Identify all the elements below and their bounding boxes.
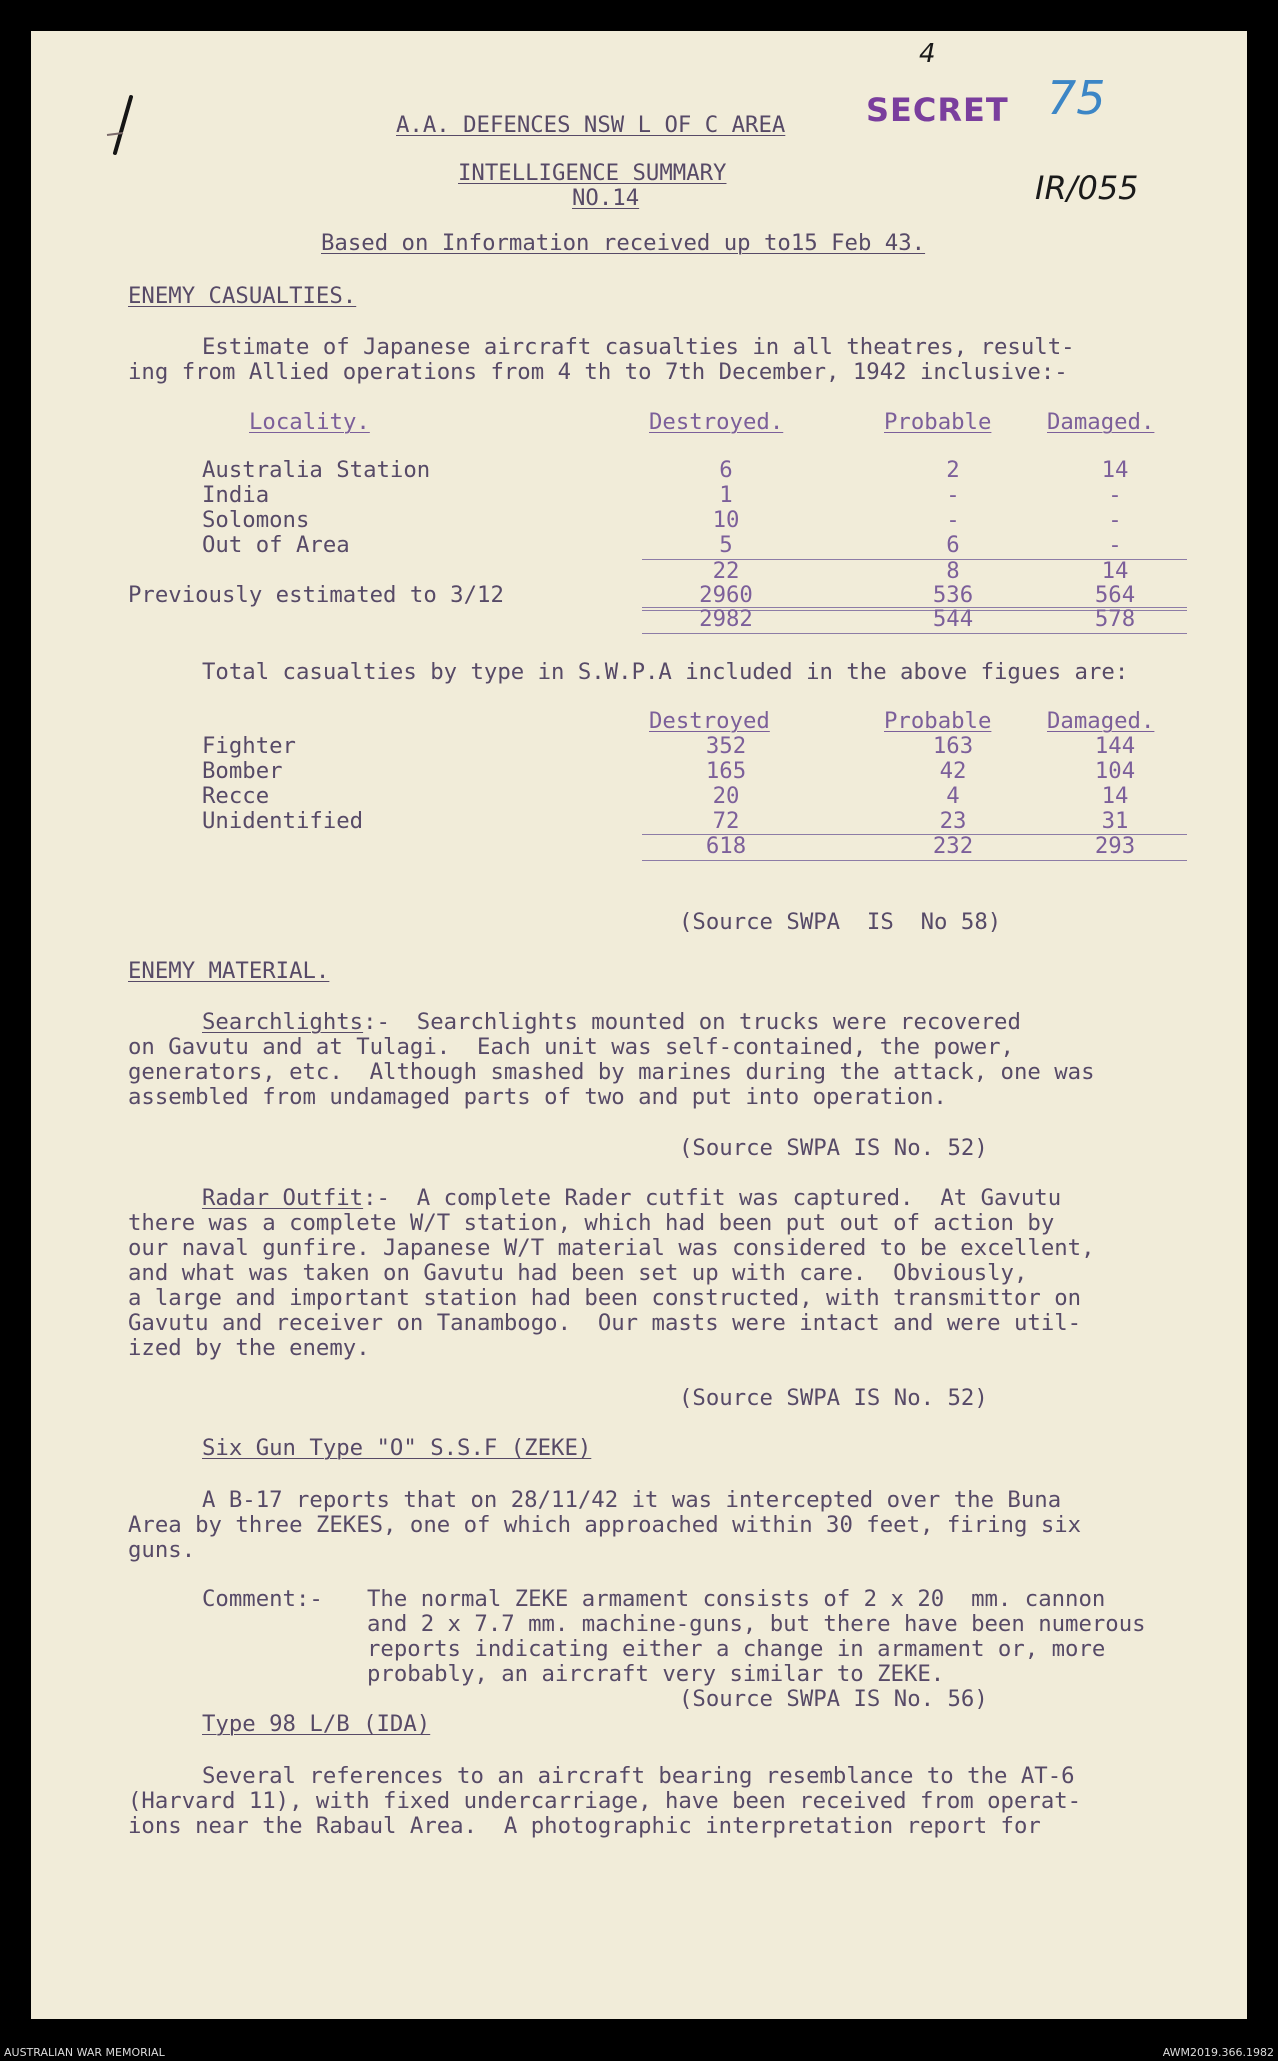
table2-destroyed-2: 165: [705, 758, 747, 784]
radar-source: (Source SWPA IS No. 52): [679, 1385, 988, 1411]
type98-line-3: ions near the Rabaul Area. A photographic interpretation report for: [128, 1813, 1041, 1839]
table2-damaged-1: 144: [1094, 733, 1136, 759]
casualties-source: (Source SWPA IS No 58): [679, 909, 1002, 935]
table2-probable-3: 4: [946, 783, 960, 809]
table2-type-4: Unidentified: [202, 808, 364, 834]
searchlights-line-3: generators, etc. Although smashed by marines during the attack, one was: [128, 1059, 1095, 1085]
comment-label: Comment:-: [202, 1586, 323, 1612]
searchlights-text-1: :- Searchlights mounted on trucks were recovered: [363, 1009, 1021, 1035]
six-gun-title: Six Gun Type "O" S.S.F (ZEKE): [202, 1435, 592, 1461]
table2-header-destroyed: Destroyed: [649, 708, 770, 734]
table1-probable-3: -: [946, 507, 960, 533]
searchlights-line-4: assembled from undamaged parts of two and put into operation.: [128, 1084, 947, 1110]
table1-destroyed-1: 6: [719, 457, 733, 483]
tick-mark-icon: [101, 91, 141, 161]
table1-probable-2: -: [946, 482, 960, 508]
table1-locality-4: Out of Area: [202, 532, 350, 558]
casualties-intro-1: Estimate of Japanese aircraft casualties in all theatres, result-: [202, 334, 1075, 360]
table1-total-damaged: 578: [1094, 606, 1136, 632]
radar-line-3: our naval gunfire. Japanese W/T material was considered to be excellent,: [128, 1235, 1095, 1261]
secret-stamp: SECRET: [866, 91, 1009, 129]
radar-line-4: and what was taken on Gavutu had been set up with care. Obviously,: [128, 1260, 1028, 1286]
pencil-number: 75: [1047, 71, 1106, 125]
comment-line-3: reports indicating either a change in armament or, more: [367, 1636, 1106, 1662]
searchlights-source: (Source SWPA IS No. 52): [679, 1135, 988, 1161]
header-line-1: A.A. DEFENCES NSW L OF C AREA: [396, 112, 786, 138]
table1-subtotal-destroyed: 22: [712, 558, 740, 584]
six-gun-line-1: A B-17 reports that on 28/11/42 it was intercepted over the Buna: [202, 1487, 1062, 1513]
table1-damaged-1: 14: [1101, 457, 1129, 483]
radar-text-1: :- A complete Rader cutfit was captured. At Gavutu: [363, 1185, 1062, 1211]
table1-damaged-3: -: [1108, 507, 1122, 533]
header-line-3: NO.14: [572, 185, 640, 211]
six-gun-line-3: guns.: [128, 1537, 196, 1563]
table1-previous-damaged: 564: [1094, 582, 1136, 608]
six-gun-line-2: Area by three ZEKES, one of which approached within 30 feet, firing six: [128, 1512, 1082, 1538]
comment-line-1: The normal ZEKE armament consists of 2 x 20 mm. cannon: [367, 1586, 1106, 1612]
footer-left: AUSTRALIAN WAR MEMORIAL: [4, 2046, 165, 2059]
table2-type-1: Fighter: [202, 733, 296, 759]
table2-type-2: Bomber: [202, 758, 283, 784]
type98-title: Type 98 L/B (IDA): [202, 1711, 431, 1737]
table2-damaged-4: 31: [1101, 808, 1129, 834]
table1-probable-4: 6: [946, 532, 960, 558]
table2-header-probable: Probable: [884, 708, 992, 734]
table1-damaged-2: -: [1108, 482, 1122, 508]
table1-locality-2: India: [202, 482, 270, 508]
table1-total-probable: 544: [932, 606, 974, 632]
table2-total-rule-bottom: [642, 860, 1187, 861]
radar-line-1: [202, 1186, 1061, 1211]
searchlights-line-1: [202, 1010, 1021, 1035]
table2-damaged-2: 104: [1094, 758, 1136, 784]
folio-number: 4: [919, 39, 936, 69]
radar-line-6: Gavutu and receiver on Tanambogo. Our masts were intact and were util-: [128, 1310, 1082, 1336]
casualties-intro-2: ing from Allied operations from 4 th to 7th December, 1942 inclusive:-: [128, 359, 1068, 385]
table1-destroyed-4: 5: [719, 532, 733, 558]
document-page: [31, 31, 1247, 2019]
table1-locality-1: Australia Station: [202, 457, 431, 483]
comment-line-2: and 2 x 7.7 mm. machine-guns, but there have been numerous: [367, 1611, 1146, 1637]
table1-header-probable: Probable: [884, 409, 992, 435]
heading-enemy-material: ENEMY MATERIAL.: [128, 958, 330, 984]
searchlights-title: Searchlights: [202, 1009, 364, 1035]
table1-header-destroyed: Destroyed.: [649, 409, 784, 435]
table2-probable-4: 23: [939, 808, 967, 834]
table2-destroyed-1: 352: [705, 733, 747, 759]
table1-locality-3: Solomons: [202, 507, 310, 533]
table1-damaged-4: -: [1108, 532, 1122, 558]
table2-total-destroyed: 618: [705, 833, 747, 859]
table1-header-damaged: Damaged.: [1047, 409, 1155, 435]
searchlights-line-2: on Gavutu and at Tulagi. Each unit was self-contained, the power,: [128, 1034, 1014, 1060]
table2-probable-2: 42: [939, 758, 967, 784]
table1-destroyed-3: 10: [712, 507, 740, 533]
table1-subtotal-damaged: 14: [1101, 558, 1129, 584]
type98-line-2: (Harvard 11), with fixed undercarriage, have been received from operat-: [128, 1788, 1082, 1814]
radar-line-7: ized by the enemy.: [128, 1335, 370, 1361]
table1-previous-label: Previously estimated to 3/12: [128, 582, 504, 608]
radar-line-5: a large and important station had been constructed, with transmittor on: [128, 1285, 1082, 1311]
header-line-2: INTELLIGENCE SUMMARY: [458, 160, 727, 186]
table2-destroyed-3: 20: [712, 783, 740, 809]
table2-damaged-3: 14: [1101, 783, 1129, 809]
table2-total-damaged: 293: [1094, 833, 1136, 859]
table1-total-destroyed: 2982: [699, 606, 753, 632]
table1-destroyed-2: 1: [719, 482, 733, 508]
based-on-line: Based on Information received up to15 Feb 43.: [321, 230, 926, 256]
six-gun-source: (Source SWPA IS No. 56): [679, 1686, 988, 1712]
footer-right: AWM2019.366.1982: [1162, 2046, 1274, 2059]
table2-total-probable: 232: [932, 833, 974, 859]
type98-line-1: Several references to an aircraft bearing resemblance to the AT-6: [202, 1763, 1075, 1789]
table1-previous-destroyed: 2960: [699, 582, 753, 608]
table2-probable-1: 163: [932, 733, 974, 759]
table1-header-locality: Locality.: [249, 409, 370, 435]
heading-enemy-casualties: ENEMY CASUALTIES.: [128, 283, 357, 309]
table1-subtotal-probable: 8: [946, 558, 960, 584]
swpa-intro: Total casualties by type in S.W.P.A included in the above figues are:: [202, 659, 1129, 685]
table1-probable-1: 2: [946, 457, 960, 483]
reference-number: IR/055: [1035, 169, 1139, 207]
radar-title: Radar Outfit: [202, 1185, 364, 1211]
table1-previous-probable: 536: [932, 582, 974, 608]
comment-line-4: probably, an aircraft very similar to ZEKE.: [367, 1661, 945, 1687]
table2-header-damaged: Damaged.: [1047, 708, 1155, 734]
table2-type-3: Recce: [202, 783, 270, 809]
radar-line-2: there was a complete W/T station, which had been put out of action by: [128, 1210, 1055, 1236]
table2-destroyed-4: 72: [712, 808, 740, 834]
table1-total-rule-bottom: [642, 633, 1187, 634]
